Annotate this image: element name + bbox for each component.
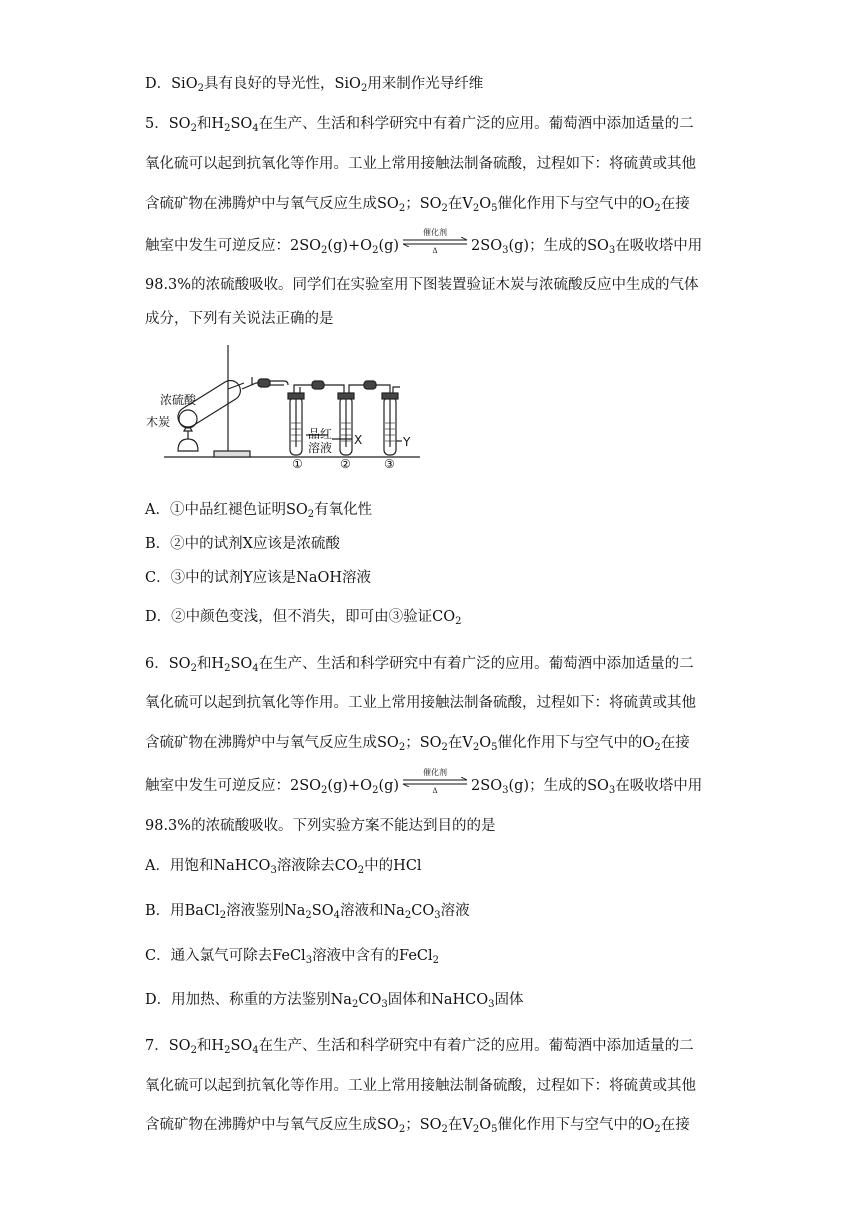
q7-stem-line-2: 氧化硫可以起到抗氧化等作用。工业上常用接触法制备硫酸，过程如下：将硫黄或其他 (145, 1078, 696, 1094)
apparatus-diagram (144, 343, 422, 473)
label-tube-1: ① (292, 457, 303, 471)
q5-option-a: A．①中品红褪色证明$SO_2$有氧化性 (145, 502, 373, 520)
label-pinhong: 品红 (308, 427, 333, 441)
label-charcoal: 木炭 (146, 415, 171, 429)
label-tube-3: ③ (384, 457, 395, 471)
q6-stem-line-1: 6．$SO_2$和$H_2SO_4$在生产、生活和科学研究中有着广泛的应用。葡萄酒中添加适量的二 (145, 656, 694, 674)
reversible-arrow: 催化剂 Δ (401, 235, 469, 253)
q5-stem-line-4: 触室中发生可逆反应：$2SO_2(g)+O_2(g)$ 催化剂 Δ $2SO_3(g)$；生成的$SO_3$在吸收塔中用 (145, 228, 703, 256)
label-solution: 溶液 (308, 441, 333, 455)
q6-stem-line-4: 触室中发生可逆反应：$2SO_2(g)+O_2(g)$ 催化剂 Δ $2SO_3(g)$；生成的$SO_3$在吸收塔中用 (145, 768, 703, 796)
label-x: X (354, 433, 363, 447)
q6-option-b: B．用BaCl$_2$溶液鉴别$Na_2SO_4$溶液和$Na_2CO_3$溶液 (145, 903, 470, 921)
reversible-arrow: 催化剂 Δ (401, 775, 469, 793)
q6-stem-line-2: 氧化硫可以起到抗氧化等作用。工业上常用接触法制备硫酸，过程如下：将硫黄或其他 (145, 695, 696, 711)
q5-option-c: C．③中的试剂Y应该是NaOH溶液 (145, 570, 372, 586)
label-conc-sulfuric-acid: 浓硫酸 (160, 393, 197, 407)
q5-option-b: B．②中的试剂X应该是浓硫酸 (145, 536, 340, 552)
label-tube-2: ② (340, 457, 351, 471)
q4-option-d: D．SiO$_2$具有良好的导光性，SiO$_2$用来制作光导纤维 (145, 76, 484, 94)
q6-stem-line-5: 98.3%的浓硫酸吸收。下列实验方案不能达到目的的是 (145, 818, 496, 834)
q5-option-d: D．②中颜色变浅，但不消失，即可由③验证$CO_2$ (145, 609, 462, 627)
q6-option-c: C．通入氯气可除去FeCl$_3$溶液中含有的FeCl$_2$ (145, 948, 440, 966)
q6-stem-line-3: 含硫矿物在沸腾炉中与氧气反应生成$SO_2$；$SO_2$在$V_2O_5$催化作用下与空气中的$O_2$在接 (145, 735, 690, 753)
q7-stem-line-3: 含硫矿物在沸腾炉中与氧气反应生成$SO_2$；$SO_2$在$V_2O_5$催化作用下与空气中的$O_2$在接 (145, 1117, 690, 1135)
apparatus-figure (144, 343, 422, 473)
q6-option-d: D．用加热、称重的方法鉴别$Na_2CO_3$固体和NaHCO$_3$固体 (145, 992, 524, 1010)
q5-stem-line-6: 成分，下列有关说法正确的是 (145, 311, 334, 327)
label-y: Y (403, 435, 411, 449)
q5-stem-line-2: 氧化硫可以起到抗氧化等作用。工业上常用接触法制备硫酸，过程如下：将硫黄或其他 (145, 156, 696, 172)
q5-stem-line-1: 5．$SO_2$和$H_2SO_4$在生产、生活和科学研究中有着广泛的应用。葡萄酒中添加适量的二 (145, 116, 694, 134)
q7-stem-line-1: 7．$SO_2$和$H_2SO_4$在生产、生活和科学研究中有着广泛的应用。葡萄酒中添加适量的二 (145, 1038, 694, 1056)
q5-stem-line-3: 含硫矿物在沸腾炉中与氧气反应生成$SO_2$；$SO_2$在$V_2O_5$催化作用下与空气中的$O_2$在接 (145, 196, 690, 214)
q5-stem-line-5: 98.3%的浓硫酸吸收。同学们在实验室用下图装置验证木炭与浓硫酸反应中生成的气体 (145, 277, 699, 293)
q6-option-a: A．用饱和NaHCO$_3$溶液除去$CO_2$中的HCl (145, 858, 422, 876)
